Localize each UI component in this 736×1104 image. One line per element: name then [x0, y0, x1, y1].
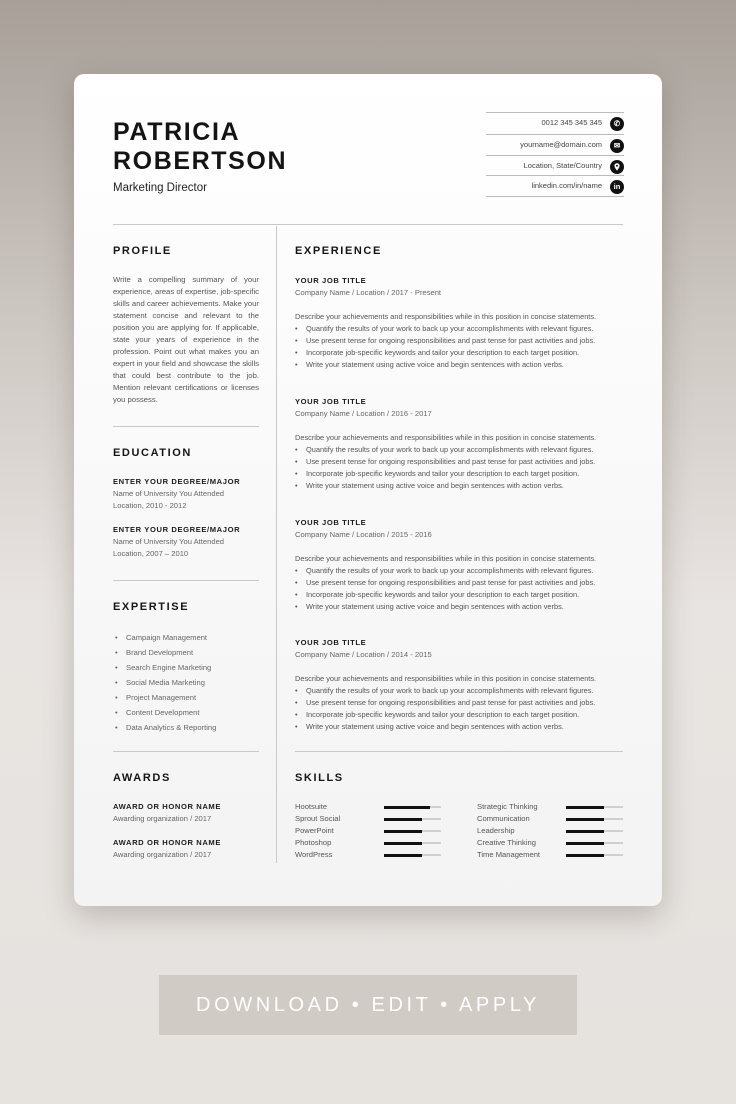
- contact-phone-text: 0012 345 345 345: [541, 118, 602, 127]
- job-title: YOUR JOB TITLE: [295, 638, 367, 647]
- job-bullet: • Quantify the results of your work to back up your accomplishments with relevant figures.: [295, 565, 596, 577]
- expertise-item: • Social Media Marketing: [115, 675, 216, 690]
- skill-level-fill: [384, 842, 422, 845]
- expertise-item: • Data Analytics & Reporting: [115, 720, 216, 735]
- expertise-item: • Brand Development: [115, 645, 216, 660]
- job-bullet: • Quantify the results of your work to back up your accomplishments with relevant figures.: [295, 685, 596, 697]
- skill-name: Creative Thinking: [477, 838, 536, 848]
- job-bullet: • Use present tense for ongoing responsibilities and past tense for past activities and jobs.: [295, 456, 596, 468]
- skill-level-fill: [384, 818, 422, 821]
- linkedin-icon: in: [610, 180, 624, 194]
- award-meta: Awarding organization / 2017: [113, 850, 212, 859]
- job-bullet: • Use present tense for ongoing responsibilities and past tense for past activities and jobs.: [295, 577, 596, 589]
- job-description: Describe your achievements and responsibilities while in this position in concise statements.: [295, 554, 597, 563]
- job-details: [295, 311, 596, 371]
- job-bullet: • Use present tense for ongoing responsibilities and past tense for past activities and jobs.: [295, 335, 596, 347]
- expertise-item: • Project Management: [115, 690, 216, 705]
- skill-level-fill: [566, 806, 604, 809]
- job-bullet: • Write your statement using active voice and begin sentences with action verbs.: [295, 601, 596, 613]
- resume-sheet: [74, 74, 662, 906]
- skill-name: Hootsuite: [295, 802, 328, 811]
- contact-email-text: yourname@domain.com: [520, 140, 602, 149]
- job-details: [295, 553, 596, 613]
- download-edit-apply-banner[interactable]: DOWNLOAD • EDIT • APPLY: [159, 975, 577, 1035]
- skill-name: Photoshop: [295, 838, 332, 848]
- contact-phone: [486, 112, 624, 134]
- experience-divider: [295, 751, 623, 752]
- skill-level-bar: [566, 842, 623, 844]
- education-divider: [113, 580, 259, 581]
- job-meta: Company Name / Location / 2017 - Present: [295, 288, 442, 297]
- job-bullet: • Incorporate job-specific keywords and tailor your description to each target position.: [295, 468, 596, 480]
- contact-email: [486, 134, 624, 156]
- skill-level-fill: [384, 830, 422, 833]
- education-degree: ENTER YOUR DEGREE/MAJOR: [113, 525, 241, 534]
- skill-level-bar: [384, 818, 441, 820]
- skill-name: Communication: [477, 814, 530, 824]
- column-divider: [276, 226, 277, 863]
- job-bullet: • Incorporate job-specific keywords and tailor your description to each target position.: [295, 347, 596, 359]
- skill-level-fill: [566, 854, 604, 857]
- contact-location: [486, 155, 624, 177]
- experience-heading: EXPERIENCE: [295, 245, 382, 257]
- skill-level-fill: [384, 854, 422, 857]
- candidate-name: [113, 118, 287, 176]
- skill-level-bar: [384, 806, 441, 808]
- education-meta: Location, 2007 – 2010: [113, 549, 189, 558]
- job-description: Describe your achievements and responsibilities while in this position in concise statements.: [295, 312, 597, 321]
- expertise-item: • Campaign Management: [115, 630, 216, 645]
- job-title: YOUR JOB TITLE: [295, 397, 367, 406]
- skill-level-bar: [384, 830, 441, 832]
- contact-location-text: Location, State/Country: [523, 161, 602, 170]
- skill-level-bar: [384, 854, 441, 856]
- contact-linkedin: [486, 175, 624, 197]
- skill-level-bar: [566, 818, 623, 820]
- job-meta: Company Name / Location / 2015 - 2016: [295, 530, 432, 539]
- profile-text: Write a compelling summary of your experience, areas of expertise, job-specific skills and career achievements. Make your statement concise and relevant to the position you are applying for. If applicable, state your years of experience in the profession. Point out what makes you an expert in your field and showcase the skills that could best contribute to the job. Mention relevant certifications or licenses you possess.: [113, 275, 259, 404]
- job-bullet: • Quantify the results of your work to back up your accomplishments with relevant figures.: [295, 323, 596, 335]
- location-pin-icon: [610, 160, 624, 174]
- education-school: Name of University You Attended: [113, 489, 225, 498]
- skill-level-bar: [384, 842, 441, 844]
- first-name: PATRICIA: [113, 118, 241, 146]
- email-icon: ✉: [610, 139, 624, 153]
- skill-level-fill: [566, 842, 604, 845]
- skill-level-fill: [384, 806, 430, 809]
- education-school: Name of University You Attended: [113, 537, 225, 546]
- education-heading: EDUCATION: [113, 447, 192, 459]
- awards-heading: AWARDS: [113, 772, 171, 784]
- job-title: YOUR JOB TITLE: [295, 518, 367, 527]
- profile-heading: PROFILE: [113, 245, 172, 257]
- skill-level-bar: [566, 854, 623, 856]
- job-meta: Company Name / Location / 2014 - 2015: [295, 650, 432, 659]
- header-divider: [113, 224, 623, 225]
- expertise-list: [115, 630, 216, 735]
- job-details: [295, 673, 596, 733]
- skill-name: WordPress: [295, 850, 333, 860]
- job-meta: Company Name / Location / 2016 - 2017: [295, 409, 432, 418]
- skill-level-fill: [566, 818, 604, 821]
- phone-icon: ✆: [610, 117, 624, 131]
- profile-divider: [113, 426, 259, 427]
- expertise-divider: [113, 751, 259, 752]
- skill-name: Strategic Thinking: [477, 802, 538, 811]
- job-title: YOUR JOB TITLE: [295, 276, 367, 285]
- award-title: AWARD OR HONOR NAME: [113, 838, 222, 847]
- job-bullet: • Write your statement using active voice and begin sentences with action verbs.: [295, 480, 596, 492]
- expertise-item: • Search Engine Marketing: [115, 660, 216, 675]
- skill-name: Sprout Social: [295, 814, 341, 824]
- education-meta: Location, 2010 - 2012: [113, 501, 187, 510]
- job-role: Marketing Director: [113, 182, 207, 194]
- job-bullet: • Use present tense for ongoing responsibilities and past tense for past activities and jobs.: [295, 697, 596, 709]
- job-bullet: • Incorporate job-specific keywords and tailor your description to each target position.: [295, 589, 596, 601]
- award-meta: Awarding organization / 2017: [113, 814, 212, 823]
- education-degree: ENTER YOUR DEGREE/MAJOR: [113, 477, 241, 486]
- skill-level-bar: [566, 806, 623, 808]
- expertise-item: • Content Development: [115, 705, 216, 720]
- last-name: ROBERTSON: [113, 147, 288, 175]
- expertise-heading: EXPERTISE: [113, 601, 190, 613]
- award-title: AWARD OR HONOR NAME: [113, 802, 222, 811]
- skill-name: Leadership: [477, 826, 515, 836]
- skill-level-fill: [566, 830, 604, 833]
- contact-linkedin-text: linkedin.com/in/name: [531, 181, 602, 190]
- job-bullet: • Quantify the results of your work to back up your accomplishments with relevant figures.: [295, 444, 596, 456]
- job-description: Describe your achievements and responsibilities while in this position in concise statements.: [295, 674, 597, 683]
- skill-level-bar: [566, 830, 623, 832]
- job-bullet: • Write your statement using active voice and begin sentences with action verbs.: [295, 721, 596, 733]
- contact-divider: [486, 196, 624, 197]
- job-description: Describe your achievements and responsibilities while in this position in concise statements.: [295, 433, 597, 442]
- skill-name: Time Management: [477, 850, 541, 860]
- job-bullet: • Incorporate job-specific keywords and tailor your description to each target position.: [295, 709, 596, 721]
- skill-name: PowerPoint: [295, 826, 334, 836]
- skills-heading: SKILLS: [295, 772, 344, 784]
- job-details: [295, 432, 596, 492]
- job-bullet: • Write your statement using active voice and begin sentences with action verbs.: [295, 359, 596, 371]
